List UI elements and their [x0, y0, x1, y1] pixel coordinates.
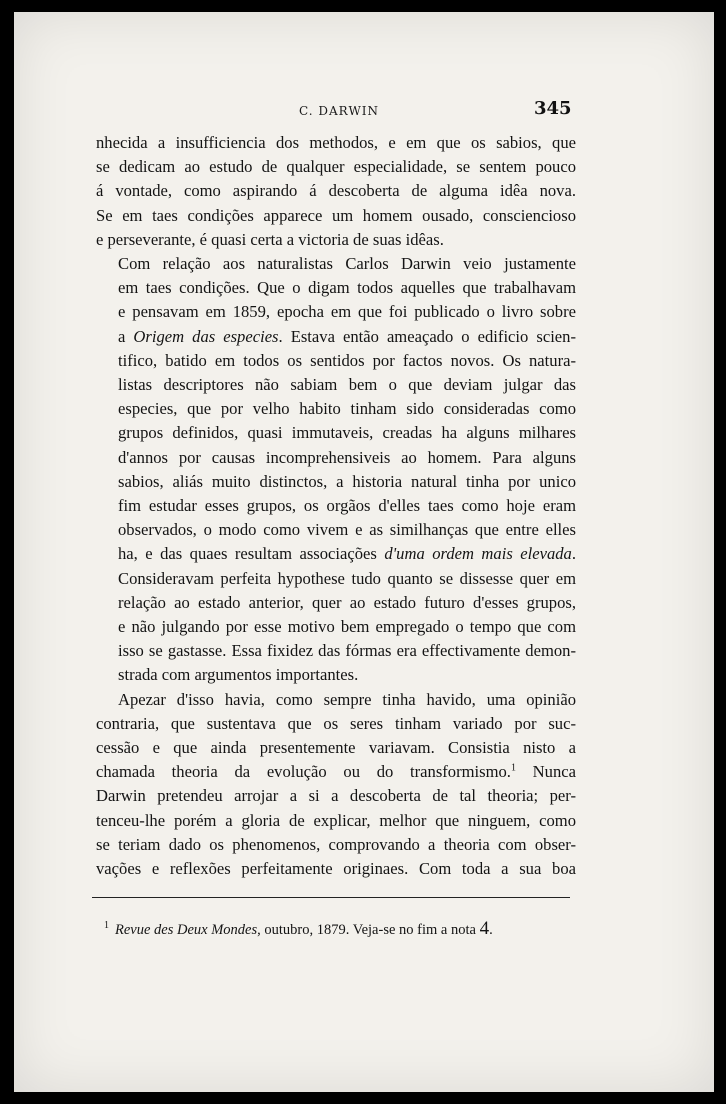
text-line: Darwin pretendeu arrojar a si a descoberta de tal theoria; per- [96, 786, 576, 806]
body-text [96, 131, 576, 881]
text-line: sabios, aliás muito distinctos, a historia natural tinha por unico [118, 471, 576, 491]
footnote [104, 918, 564, 940]
running-title: C. DARWIN [299, 104, 380, 118]
page-number: 345 [534, 98, 572, 119]
italic-phrase: d'uma ordem mais elevada [384, 544, 572, 564]
text-line: grupos definidos, quasi immutaveis, creadas ha alguns milhares [118, 423, 576, 443]
text-line: e perseverante, é quasi certa a victoria de suas idêas. [96, 229, 444, 249]
text-line: em taes condições. Que o digam todos aquelles que trabalhavam [118, 278, 576, 298]
text-line: á vontade, como aspirando á descoberta de alguma idêa nova. [96, 181, 576, 201]
text-fragment: a [118, 326, 134, 346]
text-line: se teriam dado os phenomenos, comprovando a theoria com obser- [96, 834, 576, 854]
paragraph-1 [96, 131, 576, 252]
text-fragment: chamada theoria da evolução ou do transformismo. [96, 762, 511, 782]
text-line-with-footnote [96, 760, 576, 784]
text-line: tenceu-lhe porém a gloria de explicar, melhor que ninguem, como [96, 810, 576, 830]
text-line: Com relação aos naturalistas Carlos Darwin veio justamente [118, 254, 576, 274]
text-line: Consideravam perfeita hypothese tudo quanto se dissesse quer em [118, 568, 576, 588]
text-line: listas descriptores não sabiam bem o que deviam julgar das [118, 375, 576, 395]
text-fragment: . [571, 544, 576, 564]
footnote-divider [92, 897, 570, 898]
text-line: se dedicam ao estudo de qualquer especialidade, se sentem pouco [96, 157, 576, 177]
text-line: especies, que por velho habito tinham sido consideradas como [118, 399, 576, 419]
text-line: fim estudar esses grupos, os orgãos d'elles taes como hoje eram [118, 496, 576, 516]
book-page [14, 12, 714, 1092]
paragraph-3 [96, 688, 576, 882]
text-line-with-title [96, 325, 576, 349]
text-line: tifico, batido em todos os sentidos por factos novos. Os natura- [118, 350, 576, 370]
text-line: observados, o modo como vivem e as similhanças que entre elles [118, 520, 576, 540]
text-line: e não julgando por esse motivo bem empregado o tempo que com [118, 617, 576, 637]
text-line: isso se gastasse. Essa fixidez das fórmas era effectivamente demon- [118, 641, 576, 661]
paragraph-2 [96, 252, 576, 688]
text-line: nhecida a insufficiencia dos methodos, e em que os sabios, que [96, 133, 576, 152]
text-line: vações e reflexões perfeitamente originaes. Com toda a sua boa [96, 859, 576, 879]
text-line: e pensavam em 1859, epocha em que foi publicado o livro sobre [118, 302, 576, 322]
page-header [14, 96, 714, 126]
footnote-journal-title: Revue des Deux Mondes [115, 922, 258, 938]
text-line: d'annos por causas incomprehensiveis ao homem. Para alguns [118, 447, 576, 467]
footnote-mark: 1 [104, 920, 109, 932]
text-line: strada com argumentos importantes. [118, 665, 359, 685]
book-title-italic: Origem das especies [133, 326, 279, 346]
text-fragment: Nunca [515, 762, 576, 782]
footnote-end: . [489, 922, 493, 938]
text-line: cessão e que ainda presentemente variavam. Consistia nisto a [96, 738, 576, 758]
footnote-reference[interactable]: 1 [510, 762, 516, 774]
text-line: Se em taes condições apparece um homem ousado, consciencioso [96, 205, 576, 225]
text-line-with-italic [96, 542, 576, 566]
text-line: relação ao estado anterior, quer ao estado futuro d'esses grupos, [118, 592, 576, 612]
text-fragment: . Estava então ameaçado o edificio scien- [278, 326, 576, 346]
footnote-note-number: 4 [479, 918, 490, 939]
footnote-text: , outubro, 1879. Veja-se no fim a nota [257, 922, 480, 938]
text-line: Apezar d'isso havia, como sempre tinha havido, uma opinião [118, 689, 576, 709]
text-fragment: ha, e das quaes resultam associações [118, 544, 385, 564]
text-line: contraria, que sustentava que os seres tinham variado por suc- [96, 713, 576, 733]
